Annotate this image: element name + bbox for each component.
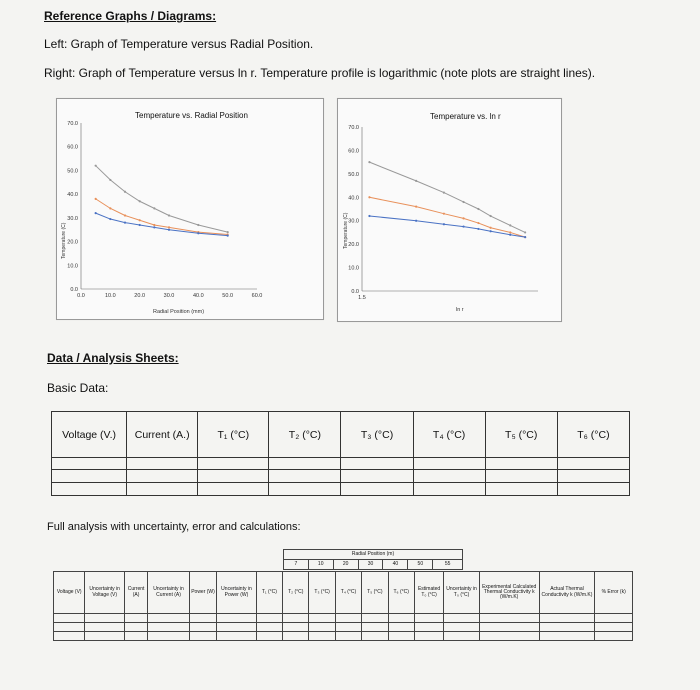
data-cell[interactable]: [217, 614, 257, 623]
data-cell[interactable]: [413, 458, 485, 470]
right-chart-xlabel: ln r: [456, 307, 464, 313]
data-point: [443, 213, 445, 215]
header-cell: T₆ (°C): [557, 412, 629, 458]
data-cell[interactable]: [388, 623, 414, 632]
data-cell[interactable]: [127, 483, 198, 496]
y-tick-label: 60.0: [348, 148, 359, 155]
table-row: [52, 483, 630, 496]
data-point: [368, 215, 370, 217]
data-cell[interactable]: [309, 614, 335, 623]
data-cell[interactable]: [479, 632, 539, 641]
left-chart-xlabel: Radial Position (mm): [153, 309, 205, 315]
full-header-cell: Uncertainty in Voltage (V): [85, 572, 125, 614]
header-cell: T₅ (°C): [485, 412, 557, 458]
radial-title: Radial Position (m): [284, 550, 463, 560]
series-line-blue: [369, 216, 525, 237]
full-header-cell: T₂ (°C): [283, 572, 309, 614]
x-tick-label: 60.0: [251, 293, 263, 299]
data-cell[interactable]: [217, 632, 257, 641]
table-row: [54, 614, 633, 623]
data-cell[interactable]: [444, 623, 479, 632]
y-tick-label: 30.0: [67, 215, 78, 222]
x-tick-label: 20.0: [134, 293, 146, 299]
data-point: [153, 207, 155, 209]
right-chart-svg: [338, 99, 561, 321]
data-cell[interactable]: [341, 483, 413, 496]
reference-title: Reference Graphs / Diagrams:: [44, 9, 217, 23]
left-chart-svg: [57, 99, 323, 319]
data-cell[interactable]: [595, 623, 633, 632]
data-cell[interactable]: [335, 623, 361, 632]
data-cell[interactable]: [283, 632, 309, 641]
data-point: [368, 196, 370, 198]
y-tick-label: 70.0: [67, 121, 78, 127]
data-cell[interactable]: [124, 623, 147, 632]
full-header-cell: % Error (k): [595, 572, 633, 614]
x-tick-label: 30.0: [163, 293, 175, 299]
radial-value: 20: [333, 560, 358, 570]
radial-value: 7: [284, 560, 309, 570]
data-cell[interactable]: [217, 623, 257, 632]
y-tick-label: 20.0: [348, 242, 359, 249]
data-cell[interactable]: [341, 470, 413, 483]
data-point: [139, 224, 141, 226]
data-point: [109, 207, 111, 209]
data-point: [227, 231, 229, 233]
data-cell[interactable]: [189, 632, 216, 641]
data-cell[interactable]: [485, 483, 557, 496]
data-cell[interactable]: [362, 632, 388, 641]
data-point: [509, 231, 511, 233]
data-point: [153, 224, 155, 226]
data-point: [95, 198, 97, 200]
data-cell[interactable]: [557, 483, 629, 496]
data-point: [168, 229, 170, 231]
radial-value: 10: [308, 560, 333, 570]
data-cell[interactable]: [309, 623, 335, 632]
data-cell[interactable]: [256, 623, 282, 632]
data-section-title: Data / Analysis Sheets:: [47, 351, 179, 365]
data-cell[interactable]: [557, 458, 629, 470]
data-point: [462, 217, 464, 219]
data-cell[interactable]: [124, 632, 147, 641]
header-cell: T₄ (°C): [413, 412, 485, 458]
data-cell[interactable]: [148, 623, 190, 632]
data-cell[interactable]: [362, 623, 388, 632]
data-cell[interactable]: [85, 614, 125, 623]
data-point: [490, 230, 492, 232]
table-row: [52, 458, 630, 470]
radial-value: 30: [358, 560, 383, 570]
y-tick-label: 10.0: [348, 265, 359, 272]
data-point: [490, 215, 492, 217]
data-cell[interactable]: [595, 614, 633, 623]
data-point: [443, 192, 445, 194]
y-tick-label: 30.0: [348, 218, 359, 225]
data-cell[interactable]: [335, 614, 361, 623]
data-point: [197, 232, 199, 234]
data-point: [197, 224, 199, 226]
basic-header-row: [52, 412, 630, 458]
data-cell[interactable]: [283, 623, 309, 632]
data-point: [95, 165, 97, 167]
data-cell[interactable]: [479, 623, 539, 632]
header-cell: T₃ (°C): [341, 412, 413, 458]
table-row: [54, 632, 633, 641]
full-analysis-label: Full analysis with uncertainty, error and calculations:: [47, 521, 301, 533]
data-point: [477, 228, 479, 230]
basic-data-label: Basic Data:: [47, 381, 109, 395]
data-point: [124, 222, 126, 224]
left-description: Left: Graph of Temperature versus Radial Position.: [44, 37, 314, 51]
data-point: [415, 206, 417, 208]
y-tick-label: 20.0: [67, 239, 78, 246]
full-header-row: [54, 572, 633, 614]
data-cell[interactable]: [335, 632, 361, 641]
full-header-cell: Current (A): [124, 572, 147, 614]
y-tick-label: 0.0: [351, 289, 359, 295]
data-point: [524, 236, 526, 238]
data-cell[interactable]: [413, 470, 485, 483]
data-cell[interactable]: [485, 470, 557, 483]
data-cell[interactable]: [414, 623, 443, 632]
data-cell[interactable]: [539, 623, 595, 632]
data-point: [109, 179, 111, 181]
data-cell[interactable]: [557, 470, 629, 483]
header-cell: T₁ (°C): [198, 412, 269, 458]
full-header-cell: T₅ (°C): [362, 572, 388, 614]
data-cell[interactable]: [52, 470, 127, 483]
data-point: [509, 224, 511, 226]
data-cell[interactable]: [52, 458, 127, 470]
left-chart-ylabel: Temperature (C): [61, 222, 67, 259]
series-line-gray: [369, 162, 525, 232]
data-cell[interactable]: [341, 458, 413, 470]
data-point: [490, 227, 492, 229]
right-chart-ylabel: Temperature (C): [343, 212, 349, 249]
right-chart-title: Temperature vs. ln r: [430, 112, 501, 121]
data-cell[interactable]: [362, 614, 388, 623]
header-cell: Current (A.): [127, 412, 198, 458]
data-cell[interactable]: [52, 483, 127, 496]
data-point: [443, 223, 445, 225]
data-point: [168, 226, 170, 228]
y-tick-label: 70.0: [348, 125, 359, 131]
data-cell[interactable]: [127, 458, 198, 470]
right-description: Right: Graph of Temperature versus ln r. Temperature profile is logarithmic (note plots are straight lines).: [44, 66, 596, 80]
full-header-cell: Uncertainty in Power (W): [217, 572, 257, 614]
y-tick-label: 40.0: [67, 192, 78, 199]
data-cell[interactable]: [54, 632, 85, 641]
data-point: [368, 161, 370, 163]
radial-value: 50: [408, 560, 433, 570]
data-point: [124, 191, 126, 193]
data-cell[interactable]: [539, 614, 595, 623]
y-tick-label: 50.0: [67, 168, 78, 175]
data-cell[interactable]: [309, 632, 335, 641]
full-header-cell: Uncertainty in T₀ (°C): [444, 572, 479, 614]
table-row: [52, 470, 630, 483]
data-cell[interactable]: [595, 632, 633, 641]
header-cell: Voltage (V.): [52, 412, 127, 458]
header-cell: T₂ (°C): [269, 412, 341, 458]
data-point: [168, 214, 170, 216]
data-cell[interactable]: [256, 632, 282, 641]
data-cell[interactable]: [269, 483, 341, 496]
x-tick-label: 0.0: [77, 293, 85, 299]
data-cell[interactable]: [198, 470, 269, 483]
basic-data-table: [51, 411, 630, 496]
data-cell[interactable]: [269, 470, 341, 483]
data-cell[interactable]: [127, 470, 198, 483]
full-header-cell: Estimated T₀ (°C): [414, 572, 443, 614]
y-tick-label: 10.0: [67, 263, 78, 270]
full-header-cell: Voltage (V): [54, 572, 85, 614]
y-tick-label: 60.0: [67, 144, 78, 151]
data-point: [227, 235, 229, 237]
data-cell[interactable]: [444, 614, 479, 623]
full-header-cell: Experimental Calculated Thermal Conductivity k (W/m.K): [479, 572, 539, 614]
data-cell[interactable]: [198, 483, 269, 496]
data-cell[interactable]: [444, 632, 479, 641]
data-point: [462, 201, 464, 203]
data-cell[interactable]: [413, 483, 485, 496]
data-cell[interactable]: [54, 614, 85, 623]
data-cell[interactable]: [414, 632, 443, 641]
x-tick-label: 40.0: [192, 293, 204, 299]
full-header-cell: T₆ (°C): [388, 572, 414, 614]
data-cell[interactable]: [269, 458, 341, 470]
radial-value: 55: [433, 560, 463, 570]
data-cell[interactable]: [54, 623, 85, 632]
series-line-orange: [369, 197, 525, 237]
y-tick-label: 50.0: [348, 171, 359, 178]
full-header-cell: T₁ (°C): [256, 572, 282, 614]
data-point: [524, 231, 526, 233]
x-tick-label: 50.0: [222, 293, 234, 299]
series-line-blue: [96, 213, 228, 236]
x-tick-label: 10.0: [104, 293, 116, 299]
data-point: [109, 218, 111, 220]
data-point: [153, 226, 155, 228]
radial-position-table: [283, 549, 463, 570]
data-cell[interactable]: [479, 614, 539, 623]
y-tick-label: 40.0: [348, 195, 359, 202]
data-point: [462, 225, 464, 227]
left-chart-panel: [56, 98, 324, 320]
y-tick-label: 0.0: [70, 287, 78, 293]
full-header-cell: T₃ (°C): [309, 572, 335, 614]
data-cell[interactable]: [256, 614, 282, 623]
data-point: [139, 219, 141, 221]
data-cell[interactable]: [414, 614, 443, 623]
data-cell[interactable]: [388, 632, 414, 641]
data-cell[interactable]: [124, 614, 147, 623]
x-tick-label: 1.5: [358, 295, 366, 301]
full-header-cell: Uncertainty in Current (A): [148, 572, 190, 614]
data-cell[interactable]: [283, 614, 309, 623]
data-point: [124, 214, 126, 216]
data-cell[interactable]: [148, 614, 190, 623]
data-point: [95, 212, 97, 214]
data-point: [509, 234, 511, 236]
data-point: [477, 208, 479, 210]
data-cell[interactable]: [388, 614, 414, 623]
full-analysis-table: [53, 571, 633, 641]
data-cell[interactable]: [539, 632, 595, 641]
data-cell[interactable]: [485, 458, 557, 470]
data-cell[interactable]: [148, 632, 190, 641]
data-cell[interactable]: [198, 458, 269, 470]
full-header-cell: T₄ (°C): [335, 572, 361, 614]
full-header-cell: Power (W): [189, 572, 216, 614]
full-header-cell: Actual Thermal Conductivity k (W/m.K): [539, 572, 595, 614]
data-point: [139, 200, 141, 202]
data-point: [477, 222, 479, 224]
data-point: [415, 220, 417, 222]
data-cell[interactable]: [189, 614, 216, 623]
left-chart-title: Temperature vs. Radial Position: [135, 111, 248, 120]
right-chart-panel: [337, 98, 562, 322]
data-point: [415, 180, 417, 182]
data-cell[interactable]: [85, 632, 125, 641]
table-row: [54, 623, 633, 632]
series-line-gray: [96, 166, 228, 232]
data-cell[interactable]: [189, 623, 216, 632]
data-cell[interactable]: [85, 623, 125, 632]
series-line-orange: [96, 199, 228, 235]
radial-value: 40: [383, 560, 408, 570]
